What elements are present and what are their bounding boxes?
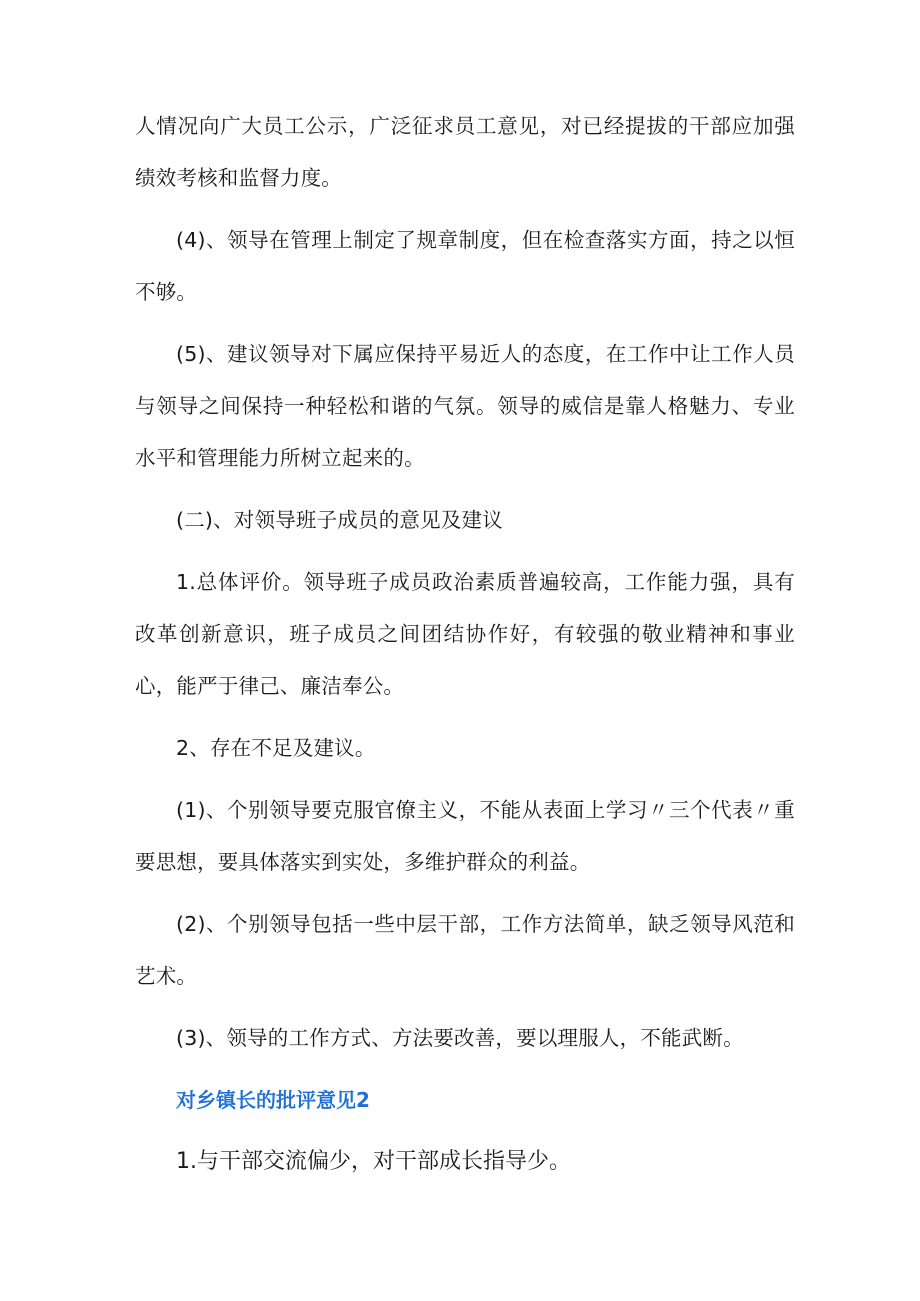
paragraph-sub-item-2: (2)、个别领导包括一些中层干部，工作方法简单，缺乏领导风范和艺术。	[135, 912, 795, 988]
paragraph-shortcomings-title: 2、存在不足及建议。	[176, 736, 376, 760]
paragraph-first-criticism: 1.与干部交流偏少，对干部成长指导少。	[176, 1149, 571, 1174]
paragraph-item-5: (5)、建议领导对下属应保持平易近人的态度，在工作中让工作人员与领导之间保持一种轻松和谐的气氛。领导的威信是靠人格魅力、专业水平和管理能力所树立起来的。	[135, 342, 795, 470]
paragraph-sub-item-3: (3)、领导的工作方式、方法要改善，要以理服人，不能武断。	[176, 1026, 744, 1050]
document-page	[135, 100, 795, 1188]
paragraph-sub-item-1: (1)、个别领导要克服官僚主义，不能从表面上学习〃三个代表〃重要思想，要具体落实到实处，多维护群众的利益。	[135, 798, 795, 874]
paragraph-continuation: 人情况向广大员工公示，广泛征求员工意见，对已经提拔的干部应加强绩效考核和监督力度。	[135, 114, 795, 190]
paragraph-item-4: (4)、领导在管理上制定了规章制度，但在检查落实方面，持之以恒不够。	[135, 228, 795, 304]
paragraph-section-two-title: (二)、对领导班子成员的意见及建议	[176, 508, 503, 532]
section-heading: 对乡镇长的批评意见2	[176, 1088, 370, 1112]
paragraph-overall-evaluation: 1.总体评价。领导班子成员政治素质普遍较高，工作能力强，具有改革创新意识，班子成员之间团结协作好，有较强的敬业精神和事业心，能严于律己、廉洁奉公。	[135, 570, 795, 698]
